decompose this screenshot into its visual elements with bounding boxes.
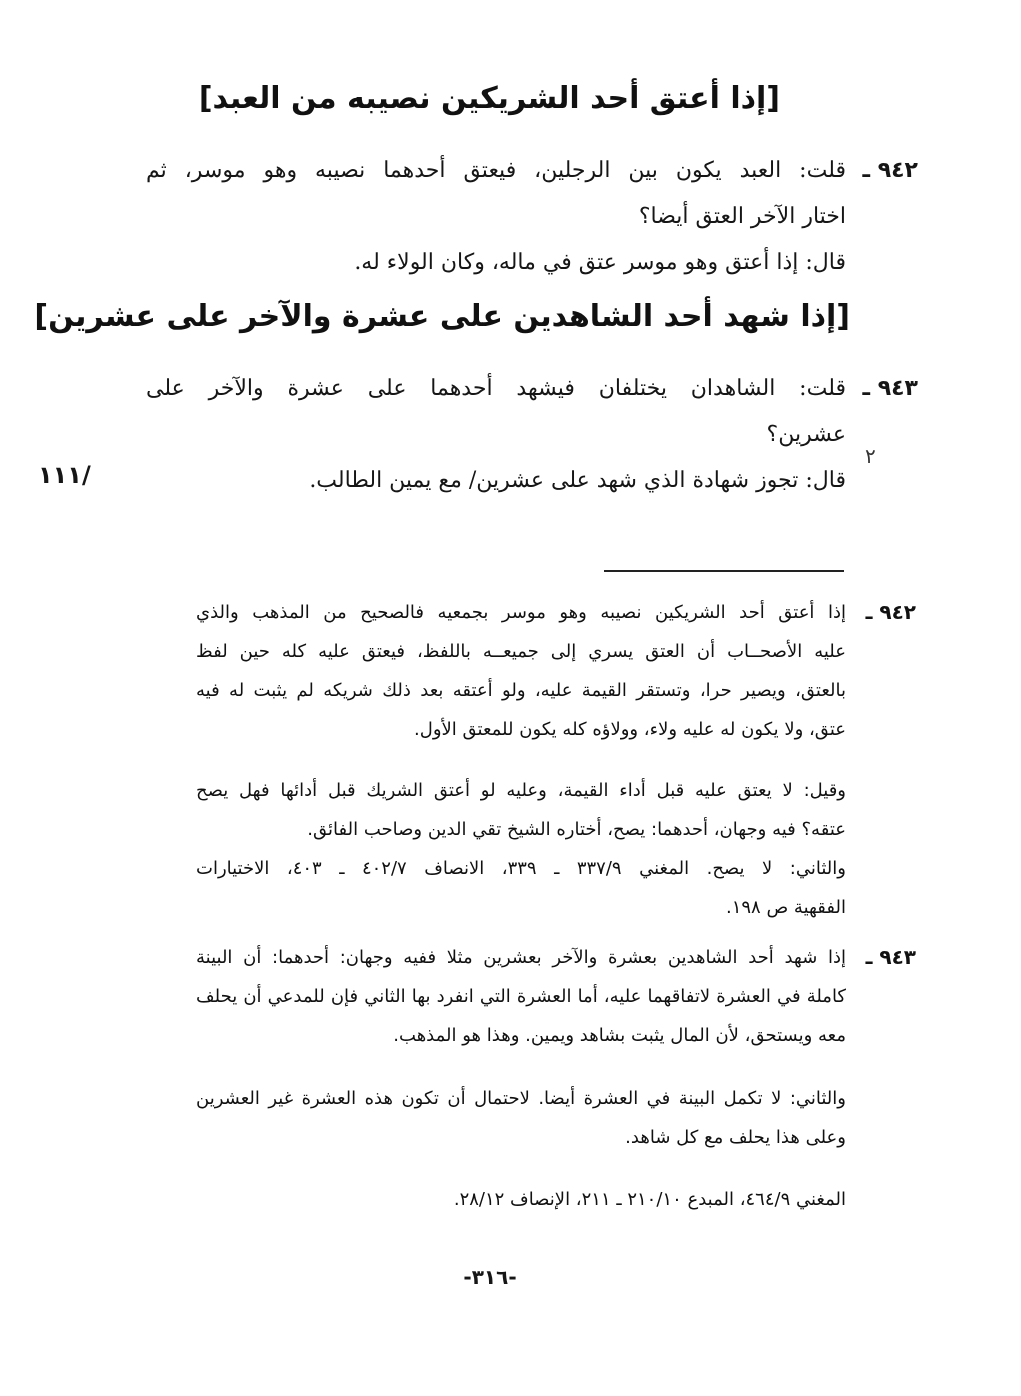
footnote-942-line-2: عليه الأصحــاب أن العتق يسري إلى جميعــه باللفظ، فيعتق عليه كله حين لفظ: [196, 641, 846, 662]
question-943: [146, 366, 918, 504]
footnote-943: [196, 938, 916, 1055]
footnote-943c-line-1: المغني ٤٦٤/٩، المبدع ٢١٠/١٠ ـ ٢١١، الإنصاف ٢٨/١٢.: [453, 1189, 846, 1210]
footnote-942b-line-3: والثاني: لا يصح. المغني ٣٣٧/٩ ـ ٣٣٩، الانصاف ٤٠٢/٧ ـ ٤٠٣، الاختيارات: [196, 858, 846, 879]
footnote-943b-line-2: وعلى هذا يحلف مع كل شاهد.: [625, 1127, 846, 1148]
footnote-942-line-4: عتق، ولا يكون له عليه ولاء، وولاؤه كله يكون للمعتق الأول.: [414, 719, 846, 740]
footnote-943-line-1: ٩٤٣ ـ إذا شهد أحد الشاهدين بعشرة والآخر بعشرين مثلا ففيه وجهان: أحدهما: أن البينة: [196, 938, 846, 977]
margin-mark: ٢: [865, 444, 876, 468]
question-943-number: ٩٤٣ ـ: [862, 376, 918, 401]
footnote-943b-line-1: والثاني: لا تكمل البينة في العشرة أيضا. لاحتمال أن تكون هذه العشرة غير العشرين: [196, 1088, 846, 1109]
footnote-943-references: [196, 1180, 846, 1219]
answer-943: قال: تجوز شهادة الذي شهد على عشرين/ مع يمين الطالب.: [309, 468, 846, 493]
footnote-942: [196, 593, 916, 749]
question-943-line-2: عشرين؟: [766, 422, 846, 447]
footnote-943-second-paragraph: [196, 1079, 846, 1157]
section-heading-942: [إذا أعتق أحد الشريكين نصيبه من العبد]: [198, 81, 780, 116]
question-942-line-2: اختار الآخر العتق أيضا؟: [638, 204, 846, 229]
footnote-943-number: ٩٤٣ ـ: [865, 945, 916, 969]
manuscript-folio-reference: /١١١: [38, 461, 91, 489]
question-942: [146, 148, 918, 286]
footnote-942-line-3: بالعتق، ويصير حرا، وتستقر القيمة عليه، ولو أعتقه بعد ذلك شريكه لم يثبت له فيه: [196, 680, 846, 701]
question-942-line-1: ٩٤٢ ـ قلت: العبد يكون بين الرجلين، فيعتق أحدهما نصيبه وهو موسر، ثم: [146, 148, 846, 194]
footnote-942-second-paragraph: [196, 771, 846, 927]
answer-942: قال: إذا أعتق وهو موسر عتق في ماله، وكان الولاء له.: [354, 250, 846, 275]
footnote-942b-line-4: الفقهية ص ١٩٨.: [725, 897, 846, 918]
page-number: -٣١٦-: [463, 1265, 517, 1289]
footnote-942b-line-1: وقيل: لا يعتق عليه قبل أداء القيمة، وعليه لو أعتق الشريك قبل أدائها فهل يصح: [196, 780, 846, 801]
footnote-942-number: ٩٤٢ ـ: [865, 600, 916, 624]
footnote-942-line-1: ٩٤٢ ـ إذا أعتق أحد الشريكين نصيبه وهو موسر بجمعيه فالصحيح من المذهب والذي: [196, 593, 846, 632]
section-heading-943: [إذا شهد أحد الشاهدين على عشرة والآخر على عشرين]: [34, 299, 850, 334]
footnote-942b-line-2: عتقه؟ فيه وجهان، أحدهما: يصح، أختاره الشيخ تقي الدين وصاحب الفائق.: [307, 819, 846, 840]
question-942-number: ٩٤٢ ـ: [862, 158, 918, 183]
footnote-943-line-3: معه ويستحق، لأن المال يثبت بشاهد ويمين. وهذا هو المذهب.: [393, 1025, 846, 1046]
question-943-line-1: ٩٤٣ ـ قلت: الشاهدان يختلفان فيشهد أحدهما على عشرة والآخر على: [146, 366, 846, 412]
footnote-separator: [604, 570, 844, 572]
footnote-943-line-2: كاملة في العشرة لاتفاقهما عليه، أما العشرة التي انفرد بها الثاني فإن للمدعي أن يحلف: [196, 986, 846, 1007]
